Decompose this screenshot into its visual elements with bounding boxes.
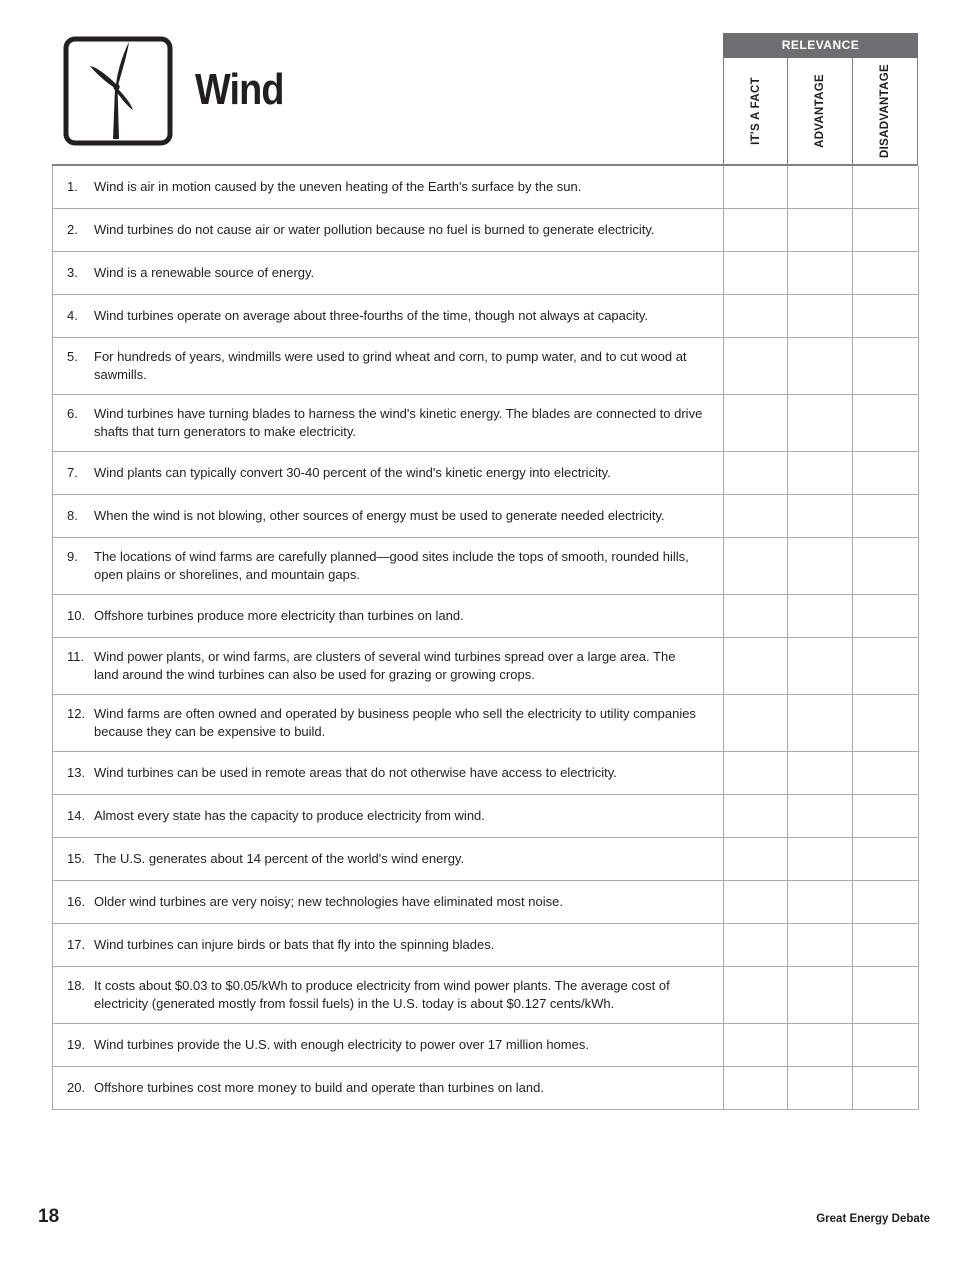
table-row	[53, 209, 919, 252]
fact-checkbox-cell[interactable]	[724, 338, 788, 395]
fact-checkbox-cell[interactable]	[724, 924, 788, 967]
statement-text: Offshore turbines cost more money to build and operate than turbines on land.	[94, 1080, 544, 1095]
statement-cell	[53, 209, 724, 252]
statement-item	[53, 307, 723, 325]
disadvantage-checkbox-cell[interactable]	[853, 638, 919, 695]
statement-item	[53, 936, 723, 954]
fact-checkbox-cell[interactable]	[724, 595, 788, 638]
disadvantage-checkbox-cell[interactable]	[853, 924, 919, 967]
statement-cell	[53, 295, 724, 338]
table-row	[53, 538, 919, 595]
statement-cell	[53, 395, 724, 452]
statement-item	[53, 648, 723, 684]
statement-number: 1.	[67, 179, 78, 194]
table-row	[53, 695, 919, 752]
fact-checkbox-cell[interactable]	[724, 252, 788, 295]
statement-number: 11.	[67, 649, 85, 664]
disadvantage-checkbox-cell[interactable]	[853, 166, 919, 209]
disadvantage-checkbox-cell[interactable]	[853, 452, 919, 495]
table-row	[53, 1024, 919, 1067]
disadvantage-checkbox-cell[interactable]	[853, 595, 919, 638]
disadvantage-checkbox-cell[interactable]	[853, 538, 919, 595]
fact-checkbox-cell[interactable]	[724, 881, 788, 924]
advantage-checkbox-cell[interactable]	[788, 1067, 853, 1110]
statement-text: Wind is a renewable source of energy.	[94, 265, 315, 280]
table-row	[53, 881, 919, 924]
statement-cell	[53, 166, 724, 209]
advantage-checkbox-cell[interactable]	[788, 881, 853, 924]
disadvantage-checkbox-cell[interactable]	[853, 795, 919, 838]
statement-cell	[53, 495, 724, 538]
statement-item	[53, 178, 723, 196]
statement-text: It costs about $0.03 to $0.05/kWh to produce electricity from wind power plants. The average cost of electricity (generated mostly from fossil fuels) in the U.S. today is about $0.127 cents/kWh.	[94, 978, 670, 1011]
fact-checkbox-cell[interactable]	[724, 452, 788, 495]
table-row	[53, 638, 919, 695]
advantage-checkbox-cell[interactable]	[788, 838, 853, 881]
statement-cell	[53, 452, 724, 495]
statement-cell	[53, 638, 724, 695]
disadvantage-checkbox-cell[interactable]	[853, 1024, 919, 1067]
advantage-checkbox-cell[interactable]	[788, 252, 853, 295]
fact-checkbox-cell[interactable]	[724, 1024, 788, 1067]
table-row	[53, 495, 919, 538]
disadvantage-checkbox-cell[interactable]	[853, 252, 919, 295]
disadvantage-checkbox-cell[interactable]	[853, 838, 919, 881]
advantage-checkbox-cell[interactable]	[788, 395, 853, 452]
statement-number: 2.	[67, 222, 78, 237]
disadvantage-checkbox-cell[interactable]	[853, 752, 919, 795]
advantage-checkbox-cell[interactable]	[788, 595, 853, 638]
statement-number: 7.	[67, 465, 78, 480]
statement-item	[53, 1036, 723, 1054]
statement-number: 19.	[67, 1037, 86, 1052]
statement-item	[53, 264, 723, 282]
statement-text: Wind turbines provide the U.S. with enough electricity to power over 17 million homes.	[94, 1037, 589, 1052]
advantage-checkbox-cell[interactable]	[788, 638, 853, 695]
fact-checkbox-cell[interactable]	[724, 638, 788, 695]
statement-text: Wind power plants, or wind farms, are clusters of several wind turbines spread over a large area. The land around the wind turbines can also be used for grazing or growing crops.	[94, 649, 676, 682]
statement-text: Wind farms are often owned and operated by business people who sell the electricity to utility companies because they can be expensive to build.	[94, 706, 696, 739]
statement-number: 5.	[67, 349, 78, 364]
advantage-checkbox-cell[interactable]	[788, 924, 853, 967]
column-header-disadvantage	[852, 58, 918, 164]
advantage-checkbox-cell[interactable]	[788, 795, 853, 838]
statement-text: Wind turbines can be used in remote areas that do not otherwise have access to electricity.	[94, 765, 617, 780]
statement-number: 16.	[67, 894, 86, 909]
table-row	[53, 338, 919, 395]
statement-text: Wind turbines can injure birds or bats that fly into the spinning blades.	[94, 937, 495, 952]
statement-number: 10.	[67, 608, 86, 623]
fact-checkbox-cell[interactable]	[724, 495, 788, 538]
statement-item	[53, 893, 723, 911]
fact-checkbox-cell[interactable]	[724, 795, 788, 838]
statement-cell	[53, 924, 724, 967]
wind-turbine-icon	[63, 36, 173, 146]
advantage-checkbox-cell[interactable]	[788, 967, 853, 1024]
page-title: Wind	[195, 65, 284, 114]
statement-cell	[53, 752, 724, 795]
statement-item	[53, 764, 723, 782]
statement-item	[53, 850, 723, 868]
disadvantage-checkbox-cell[interactable]	[853, 395, 919, 452]
statement-cell	[53, 1024, 724, 1067]
table-row	[53, 452, 919, 495]
column-header-advantage-label: ADVANTAGE	[813, 74, 826, 148]
statement-text: Offshore turbines produce more electricity than turbines on land.	[94, 608, 464, 623]
disadvantage-checkbox-cell[interactable]	[853, 338, 919, 395]
statement-text: Almost every state has the capacity to produce electricity from wind.	[94, 808, 485, 823]
statement-cell	[53, 338, 724, 395]
page-number: 18	[38, 1206, 60, 1227]
statement-cell	[53, 1067, 724, 1110]
statement-text: Wind turbines have turning blades to harness the wind's kinetic energy. The blades are connected to drive shafts that turn generators to make electricity.	[94, 406, 703, 439]
column-header-fact	[723, 58, 787, 164]
statement-item	[53, 464, 723, 482]
statement-text: The U.S. generates about 14 percent of the world's wind energy.	[94, 851, 465, 866]
fact-checkbox-cell[interactable]	[724, 1067, 788, 1110]
statement-text: Wind turbines do not cause air or water pollution because no fuel is burned to generate electricity.	[94, 222, 655, 237]
statement-cell	[53, 595, 724, 638]
statement-item	[53, 807, 723, 825]
statement-item	[53, 221, 723, 239]
statement-cell	[53, 252, 724, 295]
table-row	[53, 395, 919, 452]
statement-cell	[53, 795, 724, 838]
statement-number: 13.	[67, 765, 86, 780]
fact-checkbox-cell[interactable]	[724, 166, 788, 209]
fact-checkbox-cell[interactable]	[724, 295, 788, 338]
fact-checkbox-cell[interactable]	[724, 967, 788, 1024]
statement-item	[53, 705, 723, 741]
disadvantage-checkbox-cell[interactable]	[853, 967, 919, 1024]
advantage-checkbox-cell[interactable]	[788, 1024, 853, 1067]
statement-number: 6.	[67, 406, 78, 421]
statement-text: Older wind turbines are very noisy; new technologies have eliminated most noise.	[94, 894, 563, 909]
statement-text: When the wind is not blowing, other sources of energy must be used to generate needed electricity.	[94, 508, 665, 523]
statement-text: Wind is air in motion caused by the uneven heating of the Earth's surface by the sun.	[94, 179, 582, 194]
fact-checkbox-cell[interactable]	[724, 752, 788, 795]
statement-cell	[53, 881, 724, 924]
statement-number: 12.	[67, 706, 86, 721]
relevance-header: RELEVANCE	[723, 33, 918, 58]
advantage-checkbox-cell[interactable]	[788, 295, 853, 338]
advantage-checkbox-cell[interactable]	[788, 338, 853, 395]
table-row	[53, 795, 919, 838]
statement-number: 3.	[67, 265, 78, 280]
fact-checkbox-cell[interactable]	[724, 838, 788, 881]
advantage-checkbox-cell[interactable]	[788, 752, 853, 795]
statement-item	[53, 507, 723, 525]
statement-item	[53, 405, 723, 441]
fact-checkbox-cell[interactable]	[724, 538, 788, 595]
column-header-disadvantage-label: DISADVANTAGE	[879, 64, 891, 158]
statement-item	[53, 607, 723, 625]
statement-item	[53, 348, 723, 384]
column-header-advantage	[787, 58, 851, 164]
statement-number: 9.	[67, 549, 78, 564]
statement-item	[53, 1079, 723, 1097]
statement-cell	[53, 838, 724, 881]
statement-number: 20.	[67, 1080, 86, 1095]
advantage-checkbox-cell[interactable]	[788, 209, 853, 252]
fact-checkbox-cell[interactable]	[724, 395, 788, 452]
table-row	[53, 166, 919, 209]
disadvantage-checkbox-cell[interactable]	[853, 695, 919, 752]
statement-item	[53, 548, 723, 584]
table-row	[53, 967, 919, 1024]
statement-cell	[53, 695, 724, 752]
statement-number: 17.	[67, 937, 86, 952]
statement-text: The locations of wind farms are carefully planned—good sites include the tops of smooth, rounded hills, open plains or shorelines, and mountain gaps.	[94, 549, 689, 582]
advantage-checkbox-cell[interactable]	[788, 166, 853, 209]
statement-text: For hundreds of years, windmills were used to grind wheat and corn, to pump water, and to cut wood at sawmills.	[94, 349, 687, 382]
statement-number: 18.	[67, 978, 86, 993]
fact-checkbox-cell[interactable]	[724, 209, 788, 252]
disadvantage-checkbox-cell[interactable]	[853, 881, 919, 924]
fact-checkbox-cell[interactable]	[724, 695, 788, 752]
table-row	[53, 924, 919, 967]
statement-text: Wind plants can typically convert 30-40 percent of the wind's kinetic energy into electricity.	[94, 465, 611, 480]
column-header-fact-label: IT'S A FACT	[749, 77, 762, 145]
statement-number: 8.	[67, 508, 78, 523]
statements-table	[52, 166, 919, 1110]
publication-title: Great Energy Debate	[816, 1213, 930, 1225]
table-row	[53, 252, 919, 295]
table-row	[53, 838, 919, 881]
statement-item	[53, 977, 723, 1013]
advantage-checkbox-cell[interactable]	[788, 538, 853, 595]
advantage-checkbox-cell[interactable]	[788, 495, 853, 538]
statement-text: Wind turbines operate on average about three-fourths of the time, though not always at capacity.	[94, 308, 649, 323]
table-row	[53, 595, 919, 638]
statement-number: 15.	[67, 851, 86, 866]
table-row	[53, 1067, 919, 1110]
disadvantage-checkbox-cell[interactable]	[853, 1067, 919, 1110]
statement-cell	[53, 538, 724, 595]
statement-cell	[53, 967, 724, 1024]
table-row	[53, 752, 919, 795]
disadvantage-checkbox-cell[interactable]	[853, 209, 919, 252]
statement-number: 14.	[67, 808, 86, 823]
table-row	[53, 295, 919, 338]
advantage-checkbox-cell[interactable]	[788, 452, 853, 495]
advantage-checkbox-cell[interactable]	[788, 695, 853, 752]
disadvantage-checkbox-cell[interactable]	[853, 295, 919, 338]
statement-number: 4.	[67, 308, 78, 323]
disadvantage-checkbox-cell[interactable]	[853, 495, 919, 538]
